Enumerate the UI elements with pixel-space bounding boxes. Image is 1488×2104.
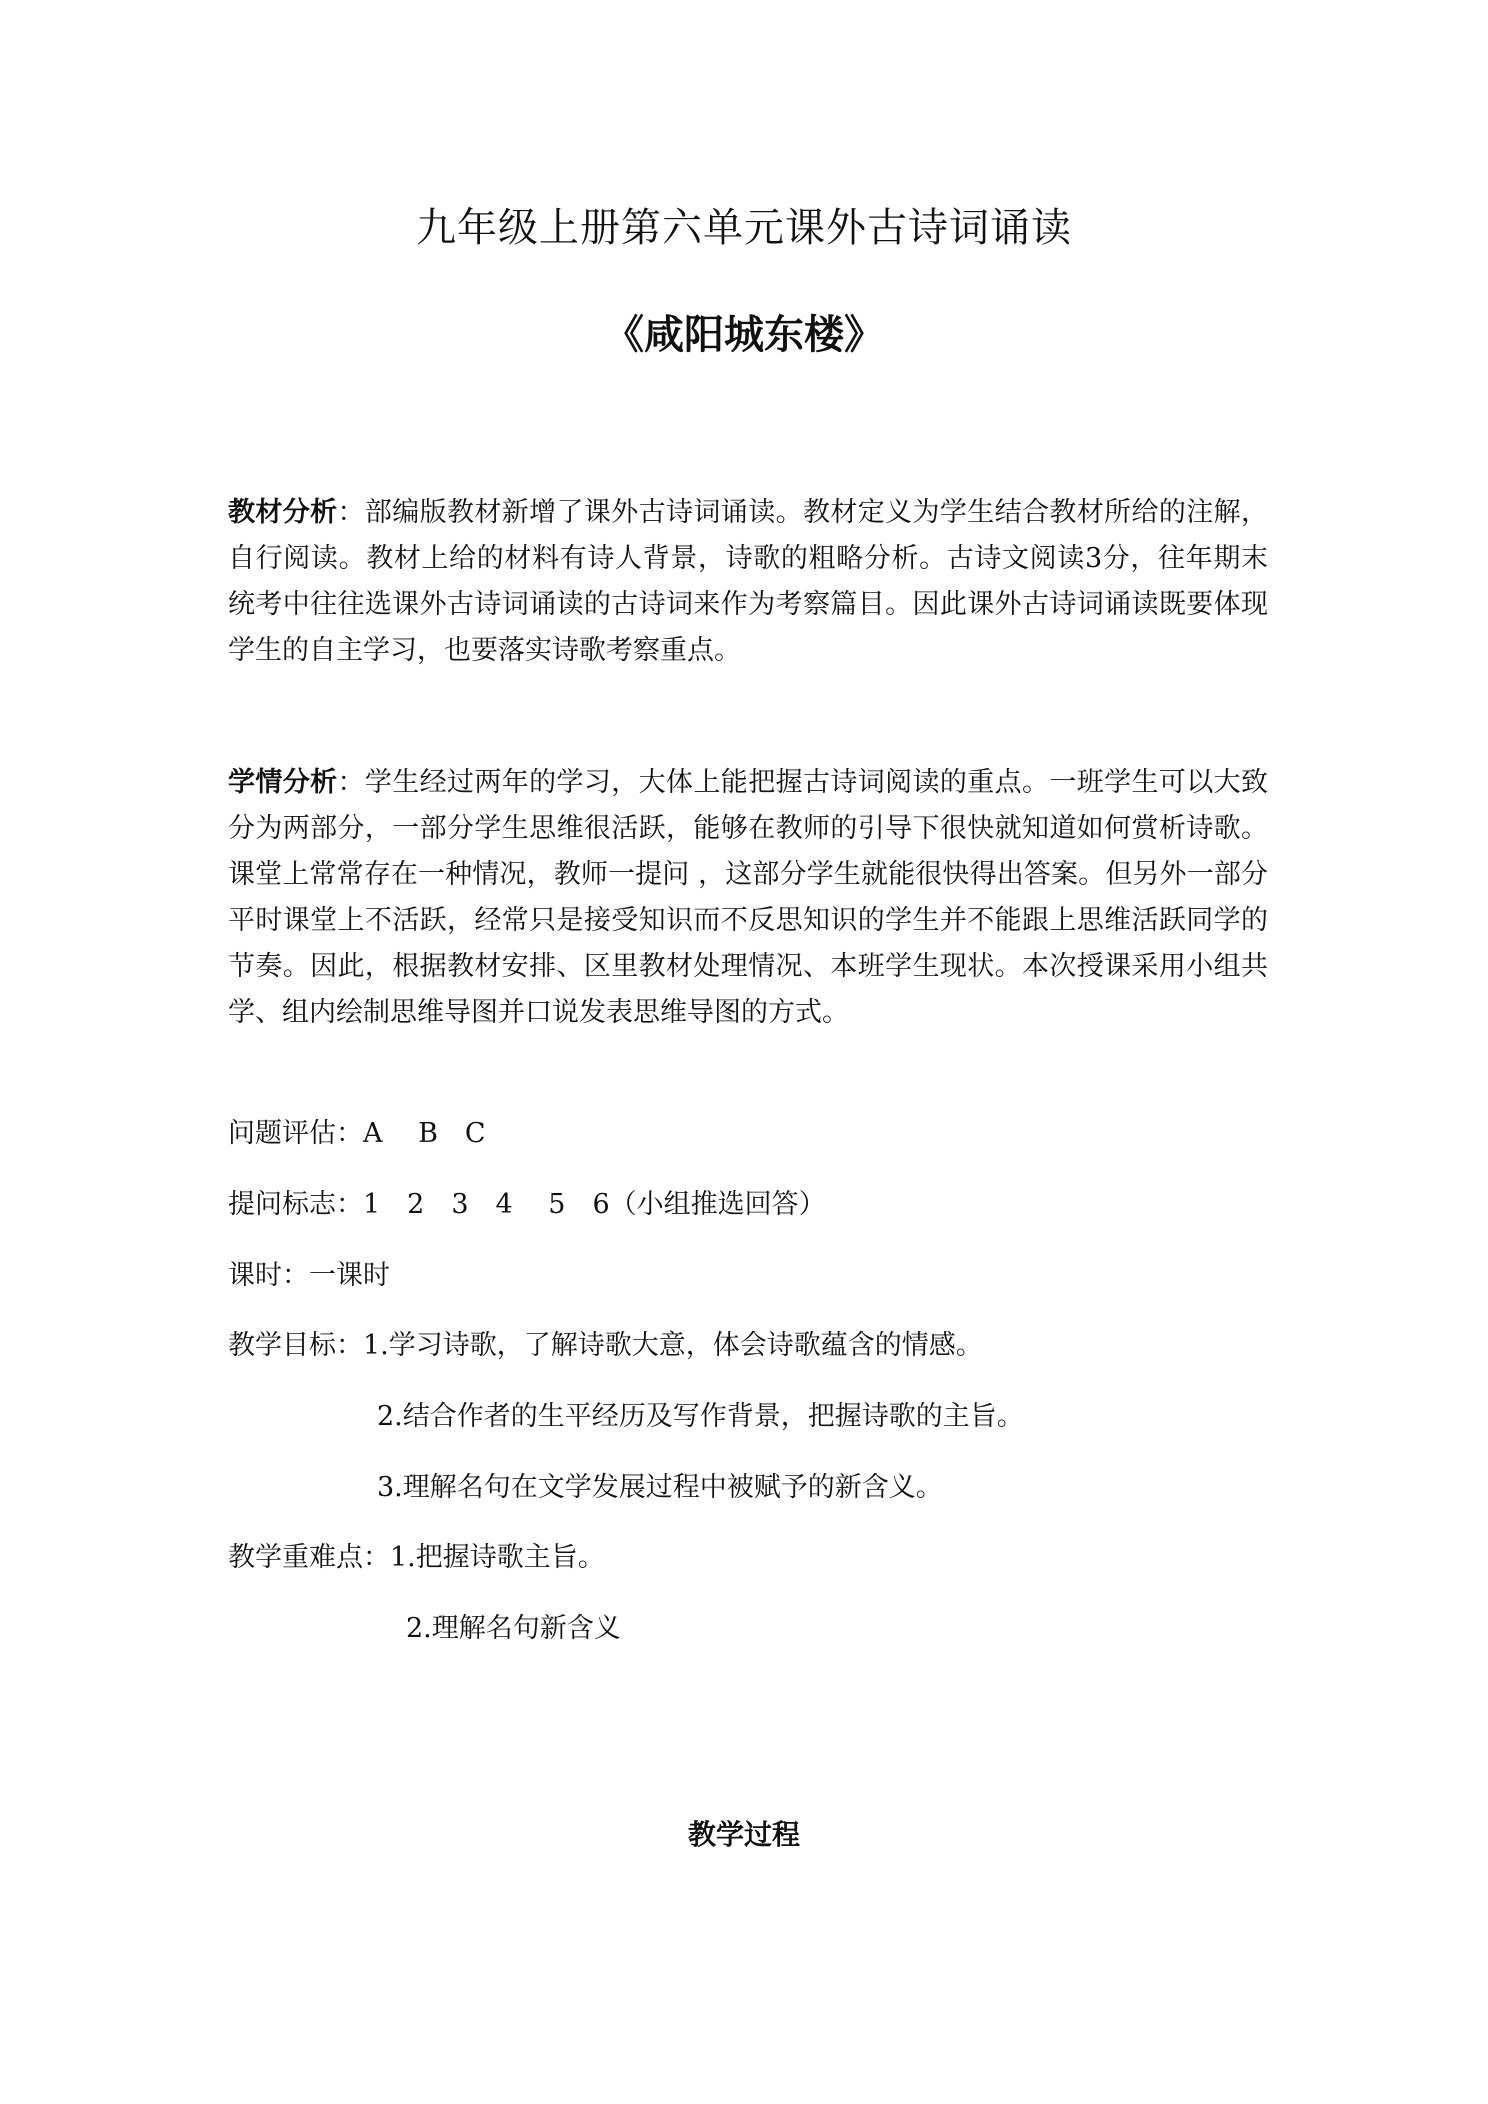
key-point-item: 教学重难点：1.把握诗歌主旨。 (228, 1542, 605, 1573)
objective-item: 2.结合作者的生平经历及写作背景，把握诗歌的主旨。 (377, 1401, 1024, 1432)
student-analysis-paragraph (228, 760, 1268, 1036)
objective-item: 3.理解名句在文学发展过程中被赋予的新含义。 (377, 1472, 943, 1503)
section-heading: 教学过程 (687, 1818, 800, 1851)
question-evaluation: 问题评估：A B C (228, 1118, 486, 1149)
material-analysis-label: 教材分析 (228, 497, 338, 528)
student-analysis-text: ：学生经过两年的学习，大体上能把握古诗词阅读的重点。一班学生可以大致分为两部分，一部分学生思维很活跃，能够在教师的引导下很快就知道如何赏析诗歌。课堂上常常存在一种情况，教师一提问 ，这部分学生就能很快得出答案。但另外一部分平时课堂上不活跃，经常只是接受知识而不反思知识的学生并不能跟上思维活跃同学的节奏。因此，根据教材安排、区里教材处理情况、本班学生现状。本次授课采用小组共学、组内绘制思维导图并口说发表思维导图的方式。 (228, 767, 1269, 1028)
material-analysis-paragraph (228, 490, 1268, 674)
question-marks: 提问标志：1 2 3 4 5 6（小组推选回答） (228, 1189, 826, 1220)
student-analysis-label: 学情分析 (228, 767, 338, 798)
document-title: 九年级上册第六单元课外古诗词诵读 (416, 205, 1072, 251)
key-point-item: 2.理解名句新含义 (406, 1613, 621, 1644)
class-hours: 课时：一课时 (228, 1260, 390, 1291)
poem-title: 《咸阳城东楼》 (604, 312, 884, 358)
objective-item: 教学目标：1.学习诗歌，了解诗歌大意，体会诗歌蕴含的情感。 (228, 1330, 983, 1361)
material-analysis-text: ：部编版教材新增了课外古诗词诵读。教材定义为学生结合教材所给的注解，自行阅读。教材上给的材料有诗人背景，诗歌的粗略分析。古诗文阅读3分，往年期末统考中往往选课外古诗词诵读的古诗词来作为考察篇目。因此课外古诗词诵读既要体现学生的自主学习，也要落实诗歌考察重点。 (228, 497, 1269, 666)
